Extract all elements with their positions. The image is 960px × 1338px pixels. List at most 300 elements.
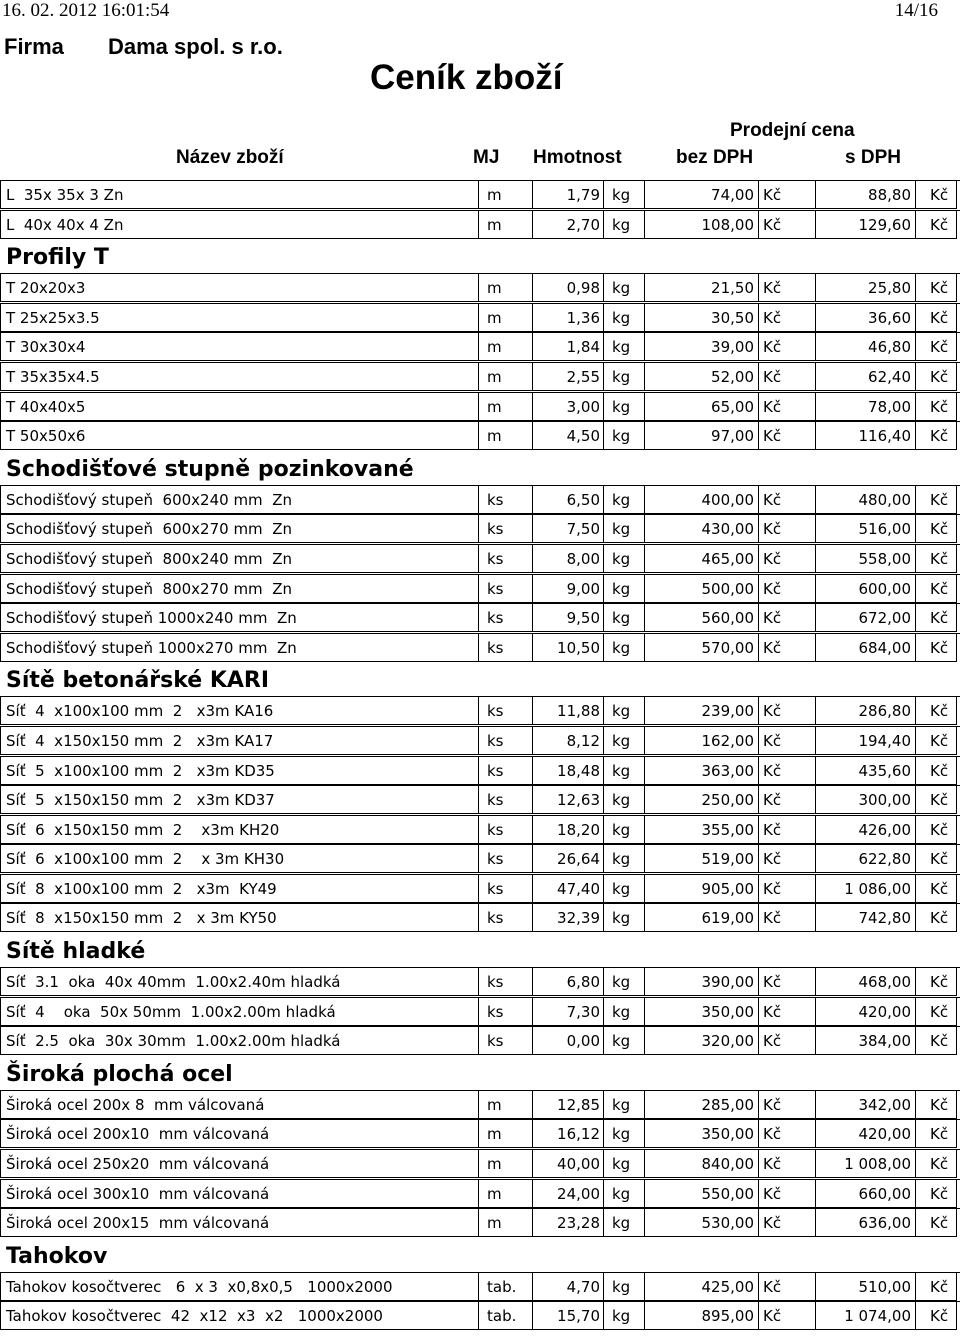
item-weight: 9,00 bbox=[532, 575, 603, 603]
item-unit: m bbox=[478, 1180, 532, 1208]
item-unit: ks bbox=[478, 845, 532, 873]
item-currency-gross: Kč bbox=[915, 845, 957, 873]
item-weight: 16,12 bbox=[532, 1120, 603, 1148]
item-currency-gross: Kč bbox=[915, 575, 957, 603]
table-row bbox=[0, 756, 960, 786]
table-row bbox=[0, 514, 960, 544]
item-price-net: 905,00 bbox=[644, 875, 758, 903]
item-price-gross: 129,60 bbox=[815, 211, 915, 239]
item-name: Schodišťový stupeň 800x240 mm Zn bbox=[0, 545, 478, 573]
item-currency-gross: Kč bbox=[915, 211, 957, 239]
item-price-gross: 516,00 bbox=[815, 515, 915, 543]
item-price-gross: 342,00 bbox=[815, 1091, 915, 1119]
item-price-gross: 510,00 bbox=[815, 1273, 915, 1301]
item-currency-net: Kč bbox=[758, 575, 815, 603]
table-row bbox=[0, 815, 960, 845]
item-name: Tahokov kosočtverec 6 x 3 x0,8x0,5 1000x2000 bbox=[0, 1273, 478, 1301]
item-name: Síť 4 x100x100 mm 2 x3m KA16 bbox=[0, 697, 478, 725]
firm-line bbox=[4, 34, 283, 60]
item-name: Široká ocel 200x 8 mm válcovaná bbox=[0, 1091, 478, 1119]
table-row bbox=[0, 1179, 960, 1209]
item-weight-unit: kg bbox=[603, 304, 644, 332]
table-row bbox=[0, 180, 960, 210]
table-row bbox=[0, 1208, 960, 1238]
item-name: Síť 5 x150x150 mm 2 x3m KD37 bbox=[0, 786, 478, 814]
item-currency-gross: Kč bbox=[915, 363, 957, 391]
item-currency-gross: Kč bbox=[915, 727, 957, 755]
item-currency-gross: Kč bbox=[915, 1180, 957, 1208]
item-price-gross: 600,00 bbox=[815, 575, 915, 603]
item-currency-gross: Kč bbox=[915, 1027, 957, 1055]
firm-name: Dama spol. s r.o. bbox=[108, 34, 283, 59]
table-row bbox=[0, 303, 960, 333]
item-name: T 30x30x4 bbox=[0, 333, 478, 361]
item-currency-gross: Kč bbox=[915, 757, 957, 785]
section-title: Profily T bbox=[6, 245, 109, 271]
item-currency-net: Kč bbox=[758, 545, 815, 573]
item-name: Síť 6 x100x100 mm 2 x 3m KH30 bbox=[0, 845, 478, 873]
item-currency-gross: Kč bbox=[915, 393, 957, 421]
item-unit: ks bbox=[478, 515, 532, 543]
item-name: Síť 4 x150x150 mm 2 x3m KA17 bbox=[0, 727, 478, 755]
section-heading-row bbox=[0, 1056, 960, 1090]
item-price-net: 500,00 bbox=[644, 575, 758, 603]
item-price-net: 97,00 bbox=[644, 422, 758, 450]
item-currency-net: Kč bbox=[758, 998, 815, 1026]
item-weight: 2,55 bbox=[532, 363, 603, 391]
table-row bbox=[0, 997, 960, 1027]
item-weight-unit: kg bbox=[603, 211, 644, 239]
item-price-gross: 25,80 bbox=[815, 274, 915, 302]
print-datetime: 16. 02. 2012 16:01:54 bbox=[2, 0, 170, 21]
item-unit: m bbox=[478, 1091, 532, 1119]
item-price-net: 519,00 bbox=[644, 845, 758, 873]
item-price-gross: 36,60 bbox=[815, 304, 915, 332]
table-row bbox=[0, 1272, 960, 1302]
item-currency-net: Kč bbox=[758, 211, 815, 239]
item-price-gross: 558,00 bbox=[815, 545, 915, 573]
item-currency-net: Kč bbox=[758, 727, 815, 755]
table-row bbox=[0, 726, 960, 756]
item-name: Široká ocel 300x10 mm válcovaná bbox=[0, 1180, 478, 1208]
item-currency-gross: Kč bbox=[915, 333, 957, 361]
item-currency-gross: Kč bbox=[915, 634, 957, 662]
item-currency-gross: Kč bbox=[915, 181, 957, 209]
item-weight-unit: kg bbox=[603, 363, 644, 391]
item-unit: m bbox=[478, 274, 532, 302]
item-price-net: 239,00 bbox=[644, 697, 758, 725]
item-weight-unit: kg bbox=[603, 575, 644, 603]
item-currency-net: Kč bbox=[758, 393, 815, 421]
item-unit: ks bbox=[478, 816, 532, 844]
item-weight: 18,48 bbox=[532, 757, 603, 785]
table-row bbox=[0, 332, 960, 362]
item-unit: ks bbox=[478, 1027, 532, 1055]
item-name: Síť 4 oka 50x 50mm 1.00x2.00m hladká bbox=[0, 998, 478, 1026]
item-weight-unit: kg bbox=[603, 515, 644, 543]
item-unit: ks bbox=[478, 727, 532, 755]
item-currency-net: Kč bbox=[758, 304, 815, 332]
item-name: Široká ocel 250x20 mm válcovaná bbox=[0, 1150, 478, 1178]
item-price-gross: 62,40 bbox=[815, 363, 915, 391]
item-currency-net: Kč bbox=[758, 875, 815, 903]
item-weight-unit: kg bbox=[603, 1027, 644, 1055]
page-number: 14/16 bbox=[894, 0, 938, 21]
item-weight: 12,63 bbox=[532, 786, 603, 814]
item-currency-net: Kč bbox=[758, 1180, 815, 1208]
item-weight-unit: kg bbox=[603, 333, 644, 361]
item-name: Síť 5 x100x100 mm 2 x3m KD35 bbox=[0, 757, 478, 785]
item-price-net: 162,00 bbox=[644, 727, 758, 755]
item-currency-gross: Kč bbox=[915, 545, 957, 573]
item-name: Tahokov kosočtverec 42 x12 x3 x2 1000x2000 bbox=[0, 1302, 478, 1330]
item-price-net: 39,00 bbox=[644, 333, 758, 361]
item-unit: ks bbox=[478, 697, 532, 725]
item-unit: m bbox=[478, 363, 532, 391]
item-weight-unit: kg bbox=[603, 968, 644, 996]
table-row bbox=[0, 421, 960, 451]
item-unit: ks bbox=[478, 904, 532, 932]
item-currency-gross: Kč bbox=[915, 697, 957, 725]
item-price-gross: 420,00 bbox=[815, 1120, 915, 1148]
item-unit: ks bbox=[478, 875, 532, 903]
table-row bbox=[0, 603, 960, 633]
table-row bbox=[0, 1119, 960, 1149]
item-weight: 15,70 bbox=[532, 1302, 603, 1330]
item-weight-unit: kg bbox=[603, 545, 644, 573]
item-price-net: 895,00 bbox=[644, 1302, 758, 1330]
item-weight: 3,00 bbox=[532, 393, 603, 421]
item-currency-net: Kč bbox=[758, 333, 815, 361]
item-weight-unit: kg bbox=[603, 486, 644, 514]
item-price-net: 21,50 bbox=[644, 274, 758, 302]
item-weight: 1,84 bbox=[532, 333, 603, 361]
item-price-gross: 480,00 bbox=[815, 486, 915, 514]
item-unit: ks bbox=[478, 968, 532, 996]
item-currency-net: Kč bbox=[758, 697, 815, 725]
table-row bbox=[0, 633, 960, 663]
item-price-net: 550,00 bbox=[644, 1180, 758, 1208]
section-title: Sítě betonářské KARI bbox=[6, 668, 270, 694]
item-weight-unit: kg bbox=[603, 904, 644, 932]
item-price-net: 320,00 bbox=[644, 1027, 758, 1055]
table-row bbox=[0, 1026, 960, 1056]
item-weight-unit: kg bbox=[603, 1209, 644, 1237]
col-weight-header: Hmotnost bbox=[533, 147, 622, 168]
item-price-net: 430,00 bbox=[644, 515, 758, 543]
item-price-gross: 468,00 bbox=[815, 968, 915, 996]
item-name: L 35x 35x 3 Zn bbox=[0, 181, 478, 209]
col-price-net-header: bez DPH bbox=[676, 147, 754, 168]
item-weight-unit: kg bbox=[603, 727, 644, 755]
item-unit: m bbox=[478, 181, 532, 209]
item-currency-gross: Kč bbox=[915, 1302, 957, 1330]
item-unit: m bbox=[478, 1120, 532, 1148]
item-currency-gross: Kč bbox=[915, 1273, 957, 1301]
table-row bbox=[0, 785, 960, 815]
item-currency-net: Kč bbox=[758, 363, 815, 391]
item-price-net: 400,00 bbox=[644, 486, 758, 514]
item-currency-gross: Kč bbox=[915, 875, 957, 903]
table-row bbox=[0, 392, 960, 422]
item-weight-unit: kg bbox=[603, 1091, 644, 1119]
item-currency-gross: Kč bbox=[915, 786, 957, 814]
item-weight: 18,20 bbox=[532, 816, 603, 844]
item-weight: 32,39 bbox=[532, 904, 603, 932]
section-heading-row bbox=[0, 933, 960, 967]
col-name-header: Název zboží bbox=[176, 147, 284, 168]
item-currency-net: Kč bbox=[758, 1150, 815, 1178]
item-weight: 8,12 bbox=[532, 727, 603, 755]
item-unit: ks bbox=[478, 486, 532, 514]
item-price-net: 65,00 bbox=[644, 393, 758, 421]
table-row bbox=[0, 1090, 960, 1120]
item-price-gross: 300,00 bbox=[815, 786, 915, 814]
print-header bbox=[0, 0, 960, 22]
item-price-gross: 286,80 bbox=[815, 697, 915, 725]
col-unit-header: MJ bbox=[473, 147, 500, 168]
item-currency-net: Kč bbox=[758, 422, 815, 450]
section-title: Tahokov bbox=[6, 1243, 108, 1269]
item-weight: 6,50 bbox=[532, 486, 603, 514]
item-weight: 4,50 bbox=[532, 422, 603, 450]
item-price-net: 108,00 bbox=[644, 211, 758, 239]
item-price-net: 530,00 bbox=[644, 1209, 758, 1237]
item-price-net: 250,00 bbox=[644, 786, 758, 814]
item-unit: m bbox=[478, 1209, 532, 1237]
item-currency-net: Kč bbox=[758, 1027, 815, 1055]
item-price-gross: 78,00 bbox=[815, 393, 915, 421]
item-currency-net: Kč bbox=[758, 757, 815, 785]
item-weight: 2,70 bbox=[532, 211, 603, 239]
table-row bbox=[0, 903, 960, 933]
item-currency-gross: Kč bbox=[915, 998, 957, 1026]
item-price-gross: 660,00 bbox=[815, 1180, 915, 1208]
item-weight: 26,64 bbox=[532, 845, 603, 873]
table-row bbox=[0, 273, 960, 303]
item-currency-net: Kč bbox=[758, 786, 815, 814]
item-name: Schodišťový stupeň 600x240 mm Zn bbox=[0, 486, 478, 514]
table-row bbox=[0, 574, 960, 604]
item-weight: 7,50 bbox=[532, 515, 603, 543]
item-currency-net: Kč bbox=[758, 904, 815, 932]
item-price-gross: 742,80 bbox=[815, 904, 915, 932]
item-currency-gross: Kč bbox=[915, 304, 957, 332]
section-heading-row bbox=[0, 1238, 960, 1272]
section-heading-row bbox=[0, 451, 960, 485]
item-name: L 40x 40x 4 Zn bbox=[0, 211, 478, 239]
item-currency-gross: Kč bbox=[915, 1120, 957, 1148]
section-title: Sítě hladké bbox=[6, 939, 146, 965]
table-row bbox=[0, 485, 960, 515]
item-weight-unit: kg bbox=[603, 1273, 644, 1301]
item-price-net: 390,00 bbox=[644, 968, 758, 996]
item-price-gross: 1 086,00 bbox=[815, 875, 915, 903]
item-price-gross: 116,40 bbox=[815, 422, 915, 450]
item-unit: ks bbox=[478, 998, 532, 1026]
item-name: T 25x25x3.5 bbox=[0, 304, 478, 332]
item-weight: 24,00 bbox=[532, 1180, 603, 1208]
item-weight-unit: kg bbox=[603, 998, 644, 1026]
item-unit: m bbox=[478, 422, 532, 450]
item-name: Schodišťový stupeň 1000x240 mm Zn bbox=[0, 604, 478, 632]
item-price-gross: 88,80 bbox=[815, 181, 915, 209]
item-price-gross: 672,00 bbox=[815, 604, 915, 632]
table-row bbox=[0, 362, 960, 392]
item-weight-unit: kg bbox=[603, 757, 644, 785]
item-currency-net: Kč bbox=[758, 486, 815, 514]
item-currency-net: Kč bbox=[758, 816, 815, 844]
item-weight-unit: kg bbox=[603, 274, 644, 302]
item-currency-net: Kč bbox=[758, 1120, 815, 1148]
item-weight-unit: kg bbox=[603, 1150, 644, 1178]
item-price-gross: 1 008,00 bbox=[815, 1150, 915, 1178]
item-price-net: 363,00 bbox=[644, 757, 758, 785]
item-price-net: 560,00 bbox=[644, 604, 758, 632]
item-weight-unit: kg bbox=[603, 604, 644, 632]
item-weight-unit: kg bbox=[603, 816, 644, 844]
item-currency-gross: Kč bbox=[915, 422, 957, 450]
item-currency-net: Kč bbox=[758, 181, 815, 209]
item-name: Široká ocel 200x10 mm válcovaná bbox=[0, 1120, 478, 1148]
item-weight-unit: kg bbox=[603, 845, 644, 873]
item-name: T 50x50x6 bbox=[0, 422, 478, 450]
item-currency-net: Kč bbox=[758, 515, 815, 543]
item-weight: 23,28 bbox=[532, 1209, 603, 1237]
item-price-gross: 1 074,00 bbox=[815, 1302, 915, 1330]
item-unit: m bbox=[478, 1150, 532, 1178]
item-currency-gross: Kč bbox=[915, 1209, 957, 1237]
table-row bbox=[0, 874, 960, 904]
item-currency-net: Kč bbox=[758, 634, 815, 662]
item-weight: 6,80 bbox=[532, 968, 603, 996]
item-currency-net: Kč bbox=[758, 1209, 815, 1237]
item-weight: 1,36 bbox=[532, 304, 603, 332]
item-currency-net: Kč bbox=[758, 968, 815, 996]
item-weight: 1,79 bbox=[532, 181, 603, 209]
item-price-net: 425,00 bbox=[644, 1273, 758, 1301]
item-unit: tab. bbox=[478, 1273, 532, 1301]
item-name: Schodišťový stupeň 600x270 mm Zn bbox=[0, 515, 478, 543]
item-currency-gross: Kč bbox=[915, 604, 957, 632]
item-currency-net: Kč bbox=[758, 1091, 815, 1119]
item-currency-gross: Kč bbox=[915, 486, 957, 514]
item-unit: m bbox=[478, 211, 532, 239]
item-weight: 0,00 bbox=[532, 1027, 603, 1055]
table-row bbox=[0, 544, 960, 574]
item-price-gross: 420,00 bbox=[815, 998, 915, 1026]
table-row bbox=[0, 1149, 960, 1179]
price-table bbox=[0, 180, 960, 1331]
item-price-net: 570,00 bbox=[644, 634, 758, 662]
item-currency-net: Kč bbox=[758, 604, 815, 632]
item-name: Síť 8 x100x100 mm 2 x3m KY49 bbox=[0, 875, 478, 903]
item-weight-unit: kg bbox=[603, 1180, 644, 1208]
item-name: Schodišťový stupeň 1000x270 mm Zn bbox=[0, 634, 478, 662]
item-weight: 12,85 bbox=[532, 1091, 603, 1119]
item-currency-gross: Kč bbox=[915, 968, 957, 996]
item-unit: ks bbox=[478, 604, 532, 632]
table-row bbox=[0, 210, 960, 240]
item-weight-unit: kg bbox=[603, 393, 644, 421]
item-unit: m bbox=[478, 304, 532, 332]
item-weight-unit: kg bbox=[603, 697, 644, 725]
item-weight-unit: kg bbox=[603, 1120, 644, 1148]
item-currency-gross: Kč bbox=[915, 904, 957, 932]
page-title: Ceník zboží bbox=[370, 58, 563, 97]
item-price-net: 52,00 bbox=[644, 363, 758, 391]
item-currency-gross: Kč bbox=[915, 274, 957, 302]
item-unit: m bbox=[478, 333, 532, 361]
item-currency-net: Kč bbox=[758, 1302, 815, 1330]
item-unit: m bbox=[478, 393, 532, 421]
item-name: Síť 3.1 oka 40x 40mm 1.00x2.40m hladká bbox=[0, 968, 478, 996]
table-row bbox=[0, 1301, 960, 1331]
item-price-gross: 684,00 bbox=[815, 634, 915, 662]
item-name: Široká ocel 200x15 mm válcovaná bbox=[0, 1209, 478, 1237]
item-name: T 20x20x3 bbox=[0, 274, 478, 302]
section-heading-row bbox=[0, 662, 960, 696]
item-weight-unit: kg bbox=[603, 875, 644, 903]
item-weight-unit: kg bbox=[603, 181, 644, 209]
item-price-gross: 426,00 bbox=[815, 816, 915, 844]
item-price-gross: 194,40 bbox=[815, 727, 915, 755]
item-price-net: 74,00 bbox=[644, 181, 758, 209]
section-title: Schodišťové stupně pozinkované bbox=[6, 456, 414, 482]
col-price-gross-header: s DPH bbox=[845, 147, 901, 168]
item-price-gross: 384,00 bbox=[815, 1027, 915, 1055]
item-weight: 0,98 bbox=[532, 274, 603, 302]
item-weight: 8,00 bbox=[532, 545, 603, 573]
item-currency-gross: Kč bbox=[915, 515, 957, 543]
item-price-gross: 622,80 bbox=[815, 845, 915, 873]
item-price-gross: 46,80 bbox=[815, 333, 915, 361]
item-weight: 10,50 bbox=[532, 634, 603, 662]
item-currency-gross: Kč bbox=[915, 1091, 957, 1119]
section-title: Široká plochá ocel bbox=[6, 1061, 233, 1087]
item-currency-gross: Kč bbox=[915, 816, 957, 844]
item-unit: ks bbox=[478, 634, 532, 662]
item-weight: 9,50 bbox=[532, 604, 603, 632]
item-weight: 7,30 bbox=[532, 998, 603, 1026]
item-price-net: 30,50 bbox=[644, 304, 758, 332]
item-unit: ks bbox=[478, 757, 532, 785]
item-unit: ks bbox=[478, 786, 532, 814]
item-currency-net: Kč bbox=[758, 274, 815, 302]
item-unit: ks bbox=[478, 575, 532, 603]
item-weight-unit: kg bbox=[603, 1302, 644, 1330]
item-currency-net: Kč bbox=[758, 1273, 815, 1301]
item-name: T 40x40x5 bbox=[0, 393, 478, 421]
item-weight: 4,70 bbox=[532, 1273, 603, 1301]
firm-label: Firma bbox=[4, 34, 64, 59]
item-price-net: 285,00 bbox=[644, 1091, 758, 1119]
item-name: T 35x35x4.5 bbox=[0, 363, 478, 391]
item-price-net: 355,00 bbox=[644, 816, 758, 844]
item-weight-unit: kg bbox=[603, 634, 644, 662]
table-row bbox=[0, 696, 960, 726]
item-weight-unit: kg bbox=[603, 422, 644, 450]
item-name: Schodišťový stupeň 800x270 mm Zn bbox=[0, 575, 478, 603]
item-price-net: 465,00 bbox=[644, 545, 758, 573]
item-price-gross: 636,00 bbox=[815, 1209, 915, 1237]
item-weight-unit: kg bbox=[603, 786, 644, 814]
item-currency-net: Kč bbox=[758, 845, 815, 873]
item-price-net: 350,00 bbox=[644, 1120, 758, 1148]
item-weight: 40,00 bbox=[532, 1150, 603, 1178]
item-name: Síť 8 x150x150 mm 2 x 3m KY50 bbox=[0, 904, 478, 932]
item-price-net: 350,00 bbox=[644, 998, 758, 1026]
